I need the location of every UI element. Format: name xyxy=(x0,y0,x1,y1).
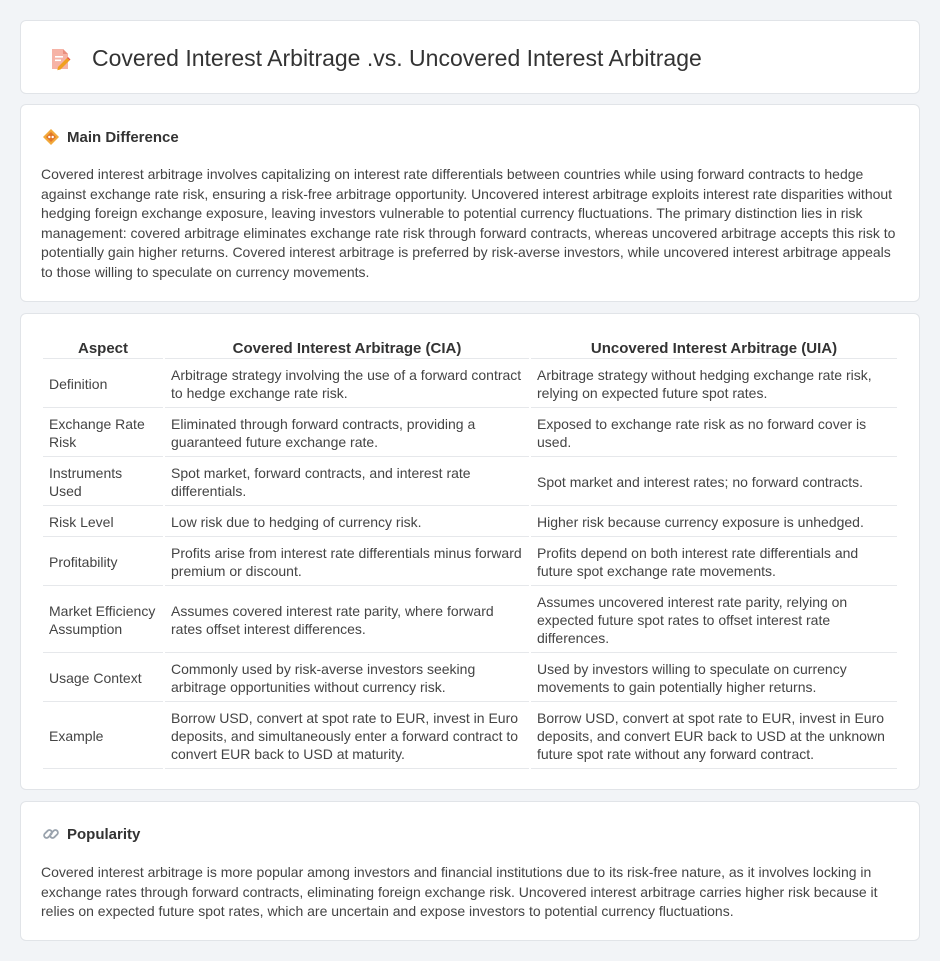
header-aspect: Aspect xyxy=(43,336,163,359)
table-row xyxy=(43,361,897,408)
cia-cell: Profits arise from interest rate differentials minus forward premium or discount. xyxy=(165,539,529,586)
comparison-card xyxy=(20,313,920,790)
popularity-text: Covered interest arbitrage is more popular among investors and financial institutions due to its risk-free nature, as it involves locking in exchange rates through forward contracts, eliminating foreign exchange risk. Uncovered interest arbitrage carries higher risk because it relies on expected future spot rates, which are uncertain and expose investors to potential currency fluctuations. xyxy=(41,864,878,919)
diamond-icon xyxy=(41,128,61,146)
uia-cell: Higher risk because currency exposure is unhedged. xyxy=(531,508,897,537)
table-row xyxy=(43,508,897,537)
document-edit-icon xyxy=(49,47,71,71)
uia-cell: Borrow USD, convert at spot rate to EUR, invest in Euro deposits, and convert EUR back to USD at the unknown future spot rate without any forward contract. xyxy=(531,704,897,769)
table-row xyxy=(43,704,897,769)
aspect-cell: Profitability xyxy=(43,539,163,586)
header-uia: Uncovered Interest Arbitrage (UIA) xyxy=(531,336,897,359)
popularity-heading: Popularity xyxy=(67,825,141,843)
table-row xyxy=(43,588,897,653)
popularity-card xyxy=(20,801,920,941)
uia-cell: Profits depend on both interest rate differentials and future spot exchange rate movements. xyxy=(531,539,897,586)
aspect-cell: Market Efficiency Assumption xyxy=(43,588,163,653)
table-row xyxy=(43,459,897,506)
uia-cell: Exposed to exchange rate risk as no forward cover is used. xyxy=(531,410,897,457)
cia-cell: Commonly used by risk-averse investors seeking arbitrage opportunities without currency risk. xyxy=(165,655,529,702)
table-row xyxy=(43,655,897,702)
table-row xyxy=(43,410,897,457)
link-icon xyxy=(41,825,61,843)
cia-cell: Low risk due to hedging of currency risk. xyxy=(165,508,529,537)
aspect-cell: Instruments Used xyxy=(43,459,163,506)
main-difference-header xyxy=(41,128,179,146)
uia-cell: Arbitrage strategy without hedging exchange rate risk, relying on expected future spot rates. xyxy=(531,361,897,408)
cia-cell: Assumes covered interest rate parity, where forward rates offset interest differences. xyxy=(165,588,529,653)
aspect-cell: Example xyxy=(43,704,163,769)
aspect-cell: Definition xyxy=(43,361,163,408)
page-title: Covered Interest Arbitrage .vs. Uncovered Interest Arbitrage xyxy=(92,45,702,71)
aspect-cell: Exchange Rate Risk xyxy=(43,410,163,457)
table-row xyxy=(43,539,897,586)
aspect-cell: Usage Context xyxy=(43,655,163,702)
cia-cell: Spot market, forward contracts, and interest rate differentials. xyxy=(165,459,529,506)
cia-cell: Arbitrage strategy involving the use of a forward contract to hedge exchange rate risk. xyxy=(165,361,529,408)
aspect-cell: Risk Level xyxy=(43,508,163,537)
comparison-table xyxy=(41,334,899,771)
header-cia: Covered Interest Arbitrage (CIA) xyxy=(165,336,529,359)
title-card xyxy=(20,20,920,94)
main-difference-card xyxy=(20,104,920,302)
uia-cell: Assumes uncovered interest rate parity, relying on expected future spot rates to offset interest rate differences. xyxy=(531,588,897,653)
uia-cell: Spot market and interest rates; no forward contracts. xyxy=(531,459,897,506)
cia-cell: Borrow USD, convert at spot rate to EUR, invest in Euro deposits, and simultaneously enter a forward contract to convert EUR back to USD at maturity. xyxy=(165,704,529,769)
popularity-header xyxy=(41,825,140,843)
main-difference-text: Covered interest arbitrage involves capitalizing on interest rate differentials between countries while using forward contracts to hedge against exchange rate risk, ensuring a risk-free arbitrage opportunity. Uncovered interest arbitrage exploits interest rate disparities without hedging foreign exchange exposure, leaving investors vulnerable to potential currency fluctuations. The primary distinction lies in risk management: covered arbitrage eliminates exchange rate risk through forward contracts, whereas uncovered arbitrage accepts this risk to potentially gain higher returns. Covered interest arbitrage is preferred by risk-averse investors, while uncovered interest arbitrage appeals to those willing to speculate on currency movements. xyxy=(41,166,896,280)
cia-cell: Eliminated through forward contracts, providing a guaranteed future exchange rate. xyxy=(165,410,529,457)
table-header-row xyxy=(43,336,897,359)
uia-cell: Used by investors willing to speculate on currency movements to gain potentially higher returns. xyxy=(531,655,897,702)
main-difference-heading: Main Difference xyxy=(67,128,179,146)
